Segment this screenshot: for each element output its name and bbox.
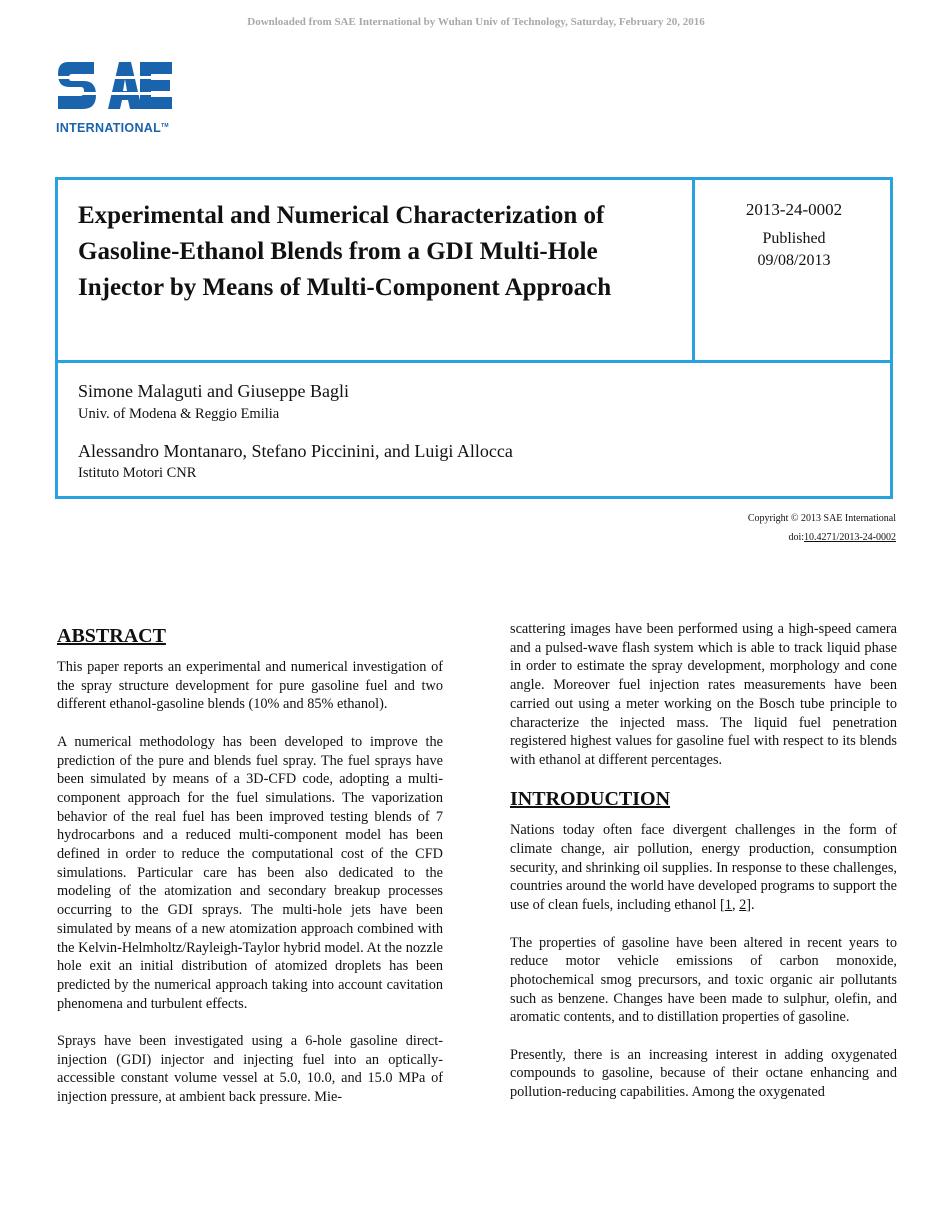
doi-link[interactable]: 10.4271/2013-24-0002 xyxy=(804,532,896,543)
author-group-1: Simone Malaguti and Giuseppe Bagli xyxy=(78,381,349,401)
abstract-paragraph: This paper reports an experimental and numerical investigation of the spray structure development for pure gasoline fuel and two different ethanol-gasoline blends (10% and 85% ethanol). xyxy=(57,659,443,713)
citation-link[interactable]: 2 xyxy=(739,897,747,914)
copyright-notice: Copyright © 2013 SAE International xyxy=(747,513,896,524)
introduction-heading: INTRODUCTION xyxy=(510,788,671,811)
abstract-paragraph: A numerical methodology has been developed to improve the prediction of the pure and blends fuel spray. The fuel sprays have been simulated by means of a 3D-CFD code, adopting a multi-component approach for the fuel simulations. The vaporization behavior of the real fuel has been improved testing blends of 7 hydrocarbons and a reduced multi-component model has been defined in order to reduce the computational cost of the CFD simulations. Particular care has been also dedicated to the modeling of the atomization and secondary breakup processes occurring to the GDI sprays. The multi-hole jets have been simulated by means of a new atomization approach combined with the Kelvin-Helmholtz/Rayleigh-Taylor hybrid model. At the nozzle hole exit an initial distribution of atomized droplets has been predicted by the numerical approach taking into account cavitation phenomena and turbulent effects. xyxy=(57,733,443,1012)
citation-link[interactable]: 1 xyxy=(724,897,732,914)
paper-title: Experimental and Numerical Characterization of Gasoline-Ethanol Blends from a GDI Multi-Hole Injector by Means of Multi-Component Approach xyxy=(78,202,612,301)
publication-info xyxy=(695,180,893,363)
introduction-paragraph: Presently, there is an increasing interest in adding oxygenated compounds to gasoline, because of their octane enhancing and pollution-reducing capabilities. Among the oxygenated xyxy=(510,1046,897,1101)
published-date: 09/08/2013 xyxy=(757,252,831,269)
published-label: Published xyxy=(762,230,826,247)
abstract-heading: ABSTRACT xyxy=(57,625,166,647)
introduction-paragraph: Nations today often face divergent challenges in the form of climate change, air pollution, energy production, consumption security, and shrinking oil supplies. In response to these challenges, countries around the world have developed programs to support the use of clean fuels, including ethanol [1, 2]. xyxy=(510,822,897,914)
download-notice: Downloaded from SAE International by Wuhan Univ of Technology, Saturday, February 20, 2016 xyxy=(247,16,705,28)
right-column xyxy=(510,620,897,1121)
affiliation-1: Univ. of Modena & Reggio Emilia xyxy=(78,406,280,422)
title-box xyxy=(55,177,893,499)
abstract-paragraph: scattering images have been performed using a high-speed camera and a pulsed-wave flash system which is able to track liquid phase in order to estimate the spray development, morphology and cone angle. Moreover fuel injection rates measurements have been carried out using a meter working on the Bosch tube principle to characterize the injected mass. The liquid fuel penetration registered highest values for gasoline fuel with respect to its blends with ethanol at different percentages. xyxy=(510,621,897,768)
sae-logo-mark xyxy=(56,58,174,116)
doi-line: doi:10.4271/2013-24-0002 xyxy=(788,532,896,543)
affiliation-2: Istituto Motori CNR xyxy=(78,465,197,481)
title-cell xyxy=(58,180,695,363)
left-column xyxy=(57,625,443,1126)
abstract-paragraph: Sprays have been investigated using a 6-hole gasoline direct-injection (GDI) injector and injecting fuel into an optically-accessible constant volume vessel at 5.0, 10.0, and 15.0 MPa of injection pressure, at ambient back pressure. Mie- xyxy=(57,1033,443,1106)
sae-logo-subtext: INTERNATIONAL™ xyxy=(56,121,169,135)
introduction-paragraph: The properties of gasoline have been altered in recent years to reduce motor vehicle emissions of carbon monoxide, photochemical smog precursors, and toxic organic air pollutants such as benzene. Changes have been made to sulphur, olefin, and aromatic contents, and to distillation properties of gasoline. xyxy=(510,934,897,1026)
sae-logo xyxy=(56,58,176,136)
author-group-2: Alessandro Montanaro, Stefano Piccinini, and Luigi Allocca xyxy=(78,441,513,461)
paper-number: 2013-24-0002 xyxy=(745,200,843,219)
